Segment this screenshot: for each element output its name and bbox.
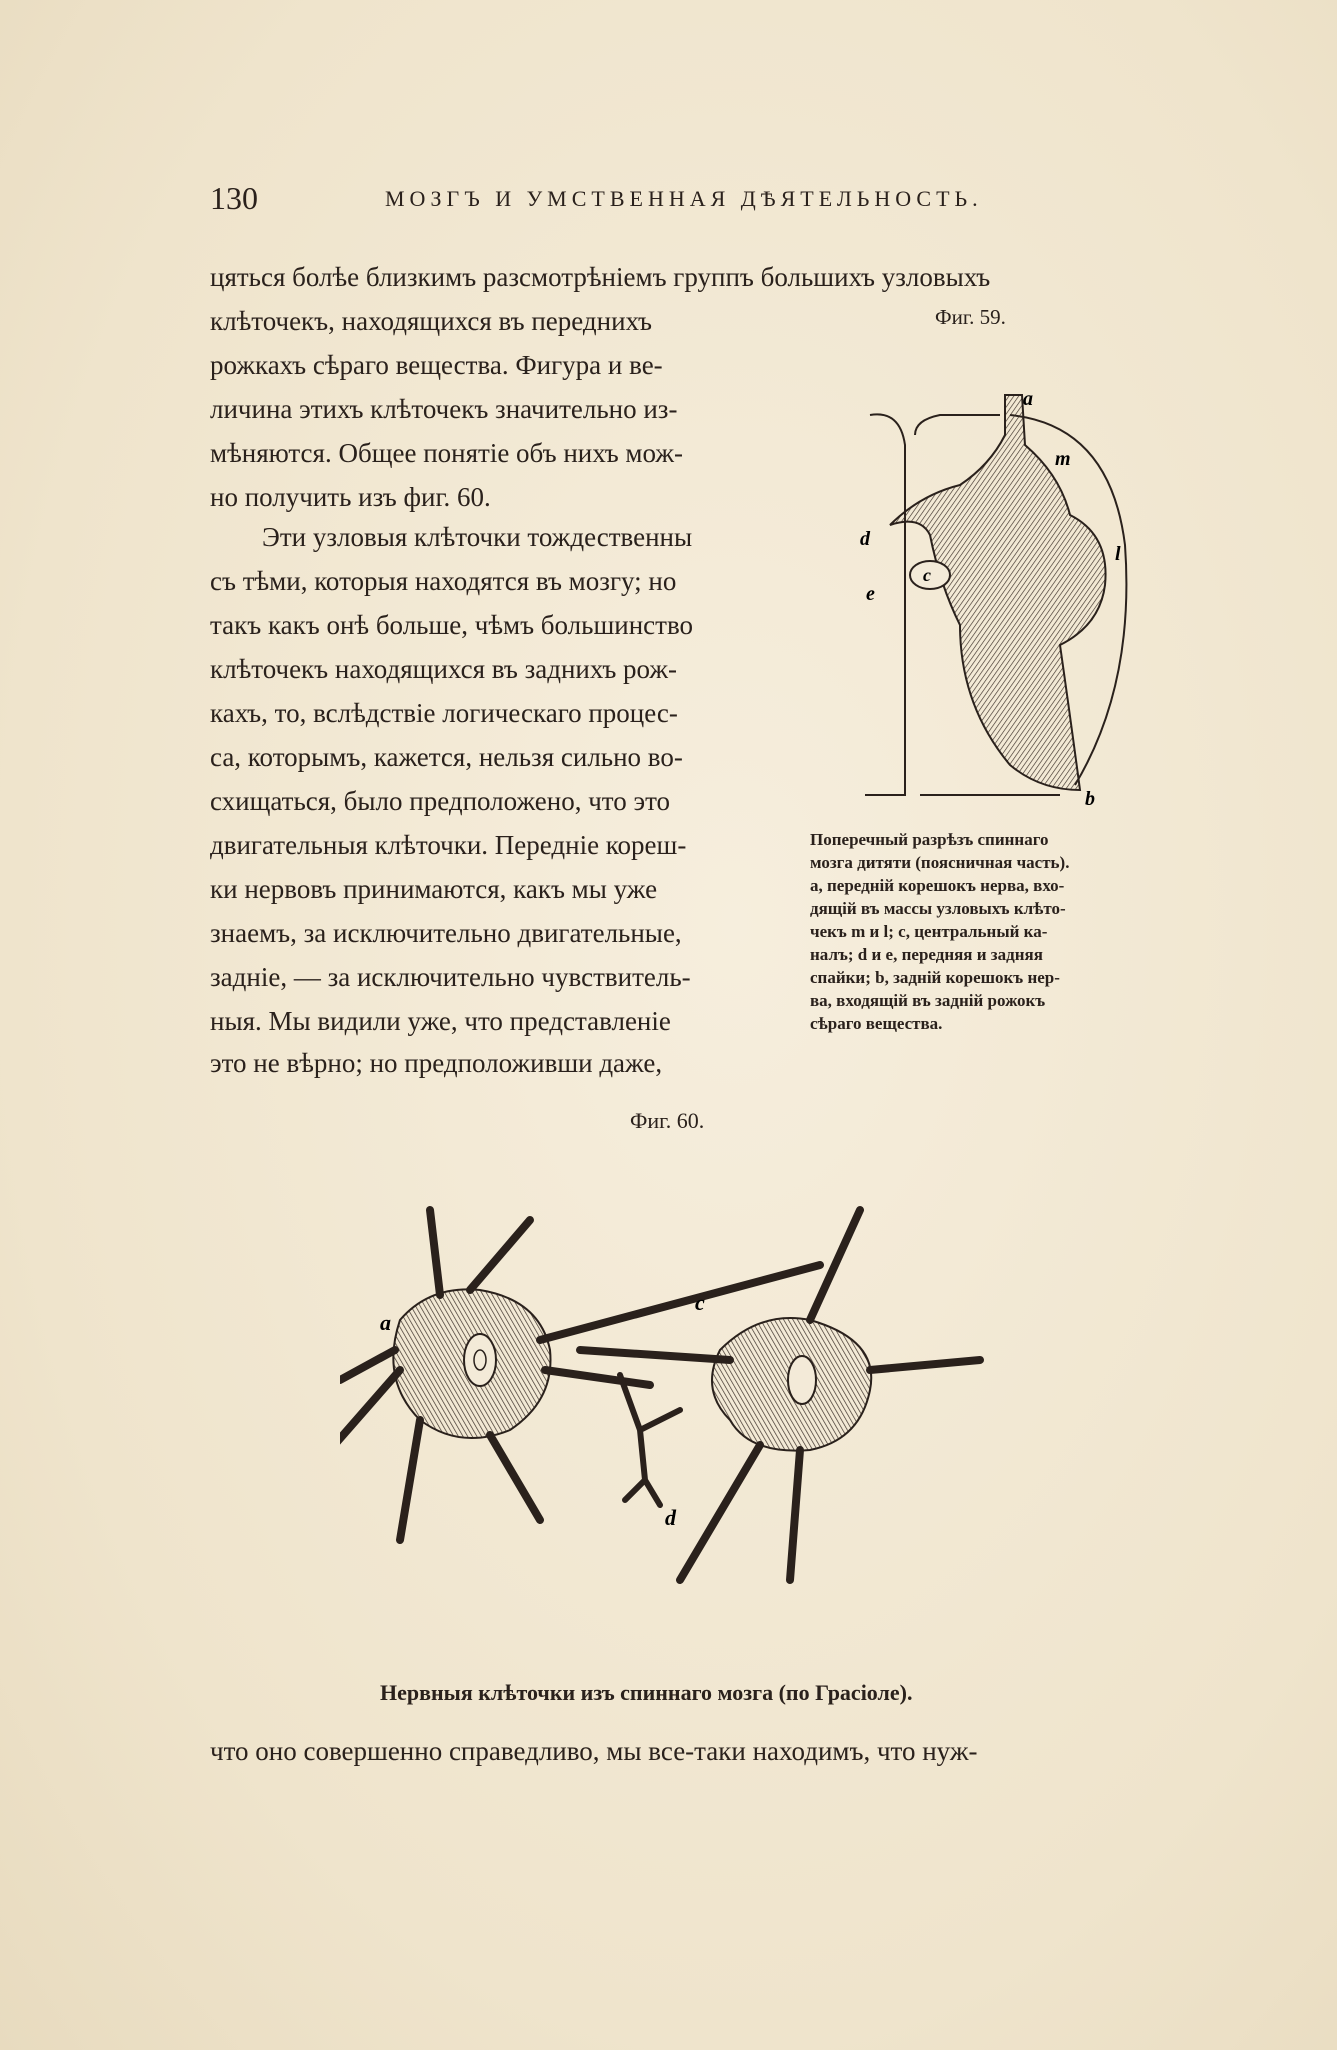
text-line: схищаться, было предположено, что это [210, 786, 671, 816]
label-b: b [1085, 788, 1095, 810]
figure-59-spinal-cord-illustration [860, 385, 1160, 815]
label-a: a [380, 1310, 391, 1335]
caption-line: чекъ m и l; c, центральный ка- [810, 922, 1048, 941]
caption-line: a, передній корешокъ нерва, вхо- [810, 876, 1065, 895]
caption-line: спайки; b, задній корешокъ нер- [810, 968, 1060, 987]
caption-line: мозга дитяти (поясничная часть). [810, 853, 1070, 872]
figure-59-title: Фиг. 59. [935, 305, 1006, 329]
label-d: d [665, 1505, 676, 1530]
figure-60-caption: Нервныя клѣточки изъ спиннаго мозга (по Грасіоле). [380, 1680, 913, 1705]
text-line: клѣточекъ, находящихся въ переднихъ [210, 306, 652, 336]
label-c: c [695, 1290, 705, 1315]
text-line: задніе, — за исключительно чувствитель- [210, 962, 691, 992]
text-line: личина этихъ клѣточекъ значительно из- [210, 394, 678, 424]
text-line: но получить изъ фиг. 60. [210, 482, 491, 512]
page-number: 130 [210, 180, 258, 216]
text-line: съ тѣми, которыя находятся въ мозгу; но [210, 566, 677, 596]
text-line: это не вѣрно; но предположивши даже, [210, 1048, 663, 1078]
text-line: рожкахъ сѣраго вещества. Фигура и ве- [210, 350, 663, 380]
label-a: a [1023, 388, 1033, 410]
grey-matter-horn [890, 395, 1106, 790]
figure-60-nerve-cells-illustration [340, 1200, 1000, 1620]
figure-59-caption [810, 828, 1170, 1035]
text-line: клѣточекъ находящихся въ заднихъ рож- [210, 654, 678, 684]
text-line: двигательныя клѣточки. Передніе кореш- [210, 830, 687, 860]
caption-line: налъ; d и e, передняя и задняя [810, 945, 1043, 964]
caption-line: Поперечный разрѣзъ спиннаго [810, 830, 1049, 849]
label-e: e [866, 583, 875, 605]
caption-line: дящій въ массы узловыхъ клѣто- [810, 899, 1066, 918]
text-line: кахъ, то, вслѣдствіе логическаго процес- [210, 698, 678, 728]
text-line: ки нервовъ принимаются, какъ мы уже [210, 874, 658, 904]
page-header [210, 180, 1010, 220]
text-line: ныя. Мы видили уже, что представленіе [210, 1006, 671, 1036]
label-l: l [1115, 543, 1121, 565]
dendrite-d [620, 1375, 680, 1505]
text-line: Эти узловыя клѣточки тождественны [262, 522, 693, 552]
label-d: d [860, 528, 870, 550]
caption-line: сѣраго вещества. [810, 1014, 943, 1033]
running-title: МОЗГЪ И УМСТВЕННАЯ ДѢЯТЕЛЬНОСТЬ. [385, 186, 983, 211]
label-m: m [1055, 448, 1071, 470]
text-line: такъ какъ онѣ больше, чѣмъ большинство [210, 610, 694, 640]
figure-60-title: Фиг. 60. [630, 1108, 705, 1133]
text-line: знаемъ, за исключительно двигательные, [210, 918, 682, 948]
nerve-cell-right [580, 1210, 980, 1580]
text-line-bottom: что оно совершенно справедливо, мы все-таки находимъ, что нуж- [210, 1736, 978, 1766]
text-line: цяться болѣе близкимъ разсмотрѣніемъ группъ большихъ узловыхъ [210, 262, 991, 292]
text-line: мѣняются. Общее понятіе объ нихъ мож- [210, 438, 683, 468]
label-c: c [923, 565, 931, 585]
caption-line: ва, входящій въ задній рожокъ [810, 991, 1046, 1010]
text-line: са, которымъ, кажется, нельзя сильно во- [210, 742, 683, 772]
